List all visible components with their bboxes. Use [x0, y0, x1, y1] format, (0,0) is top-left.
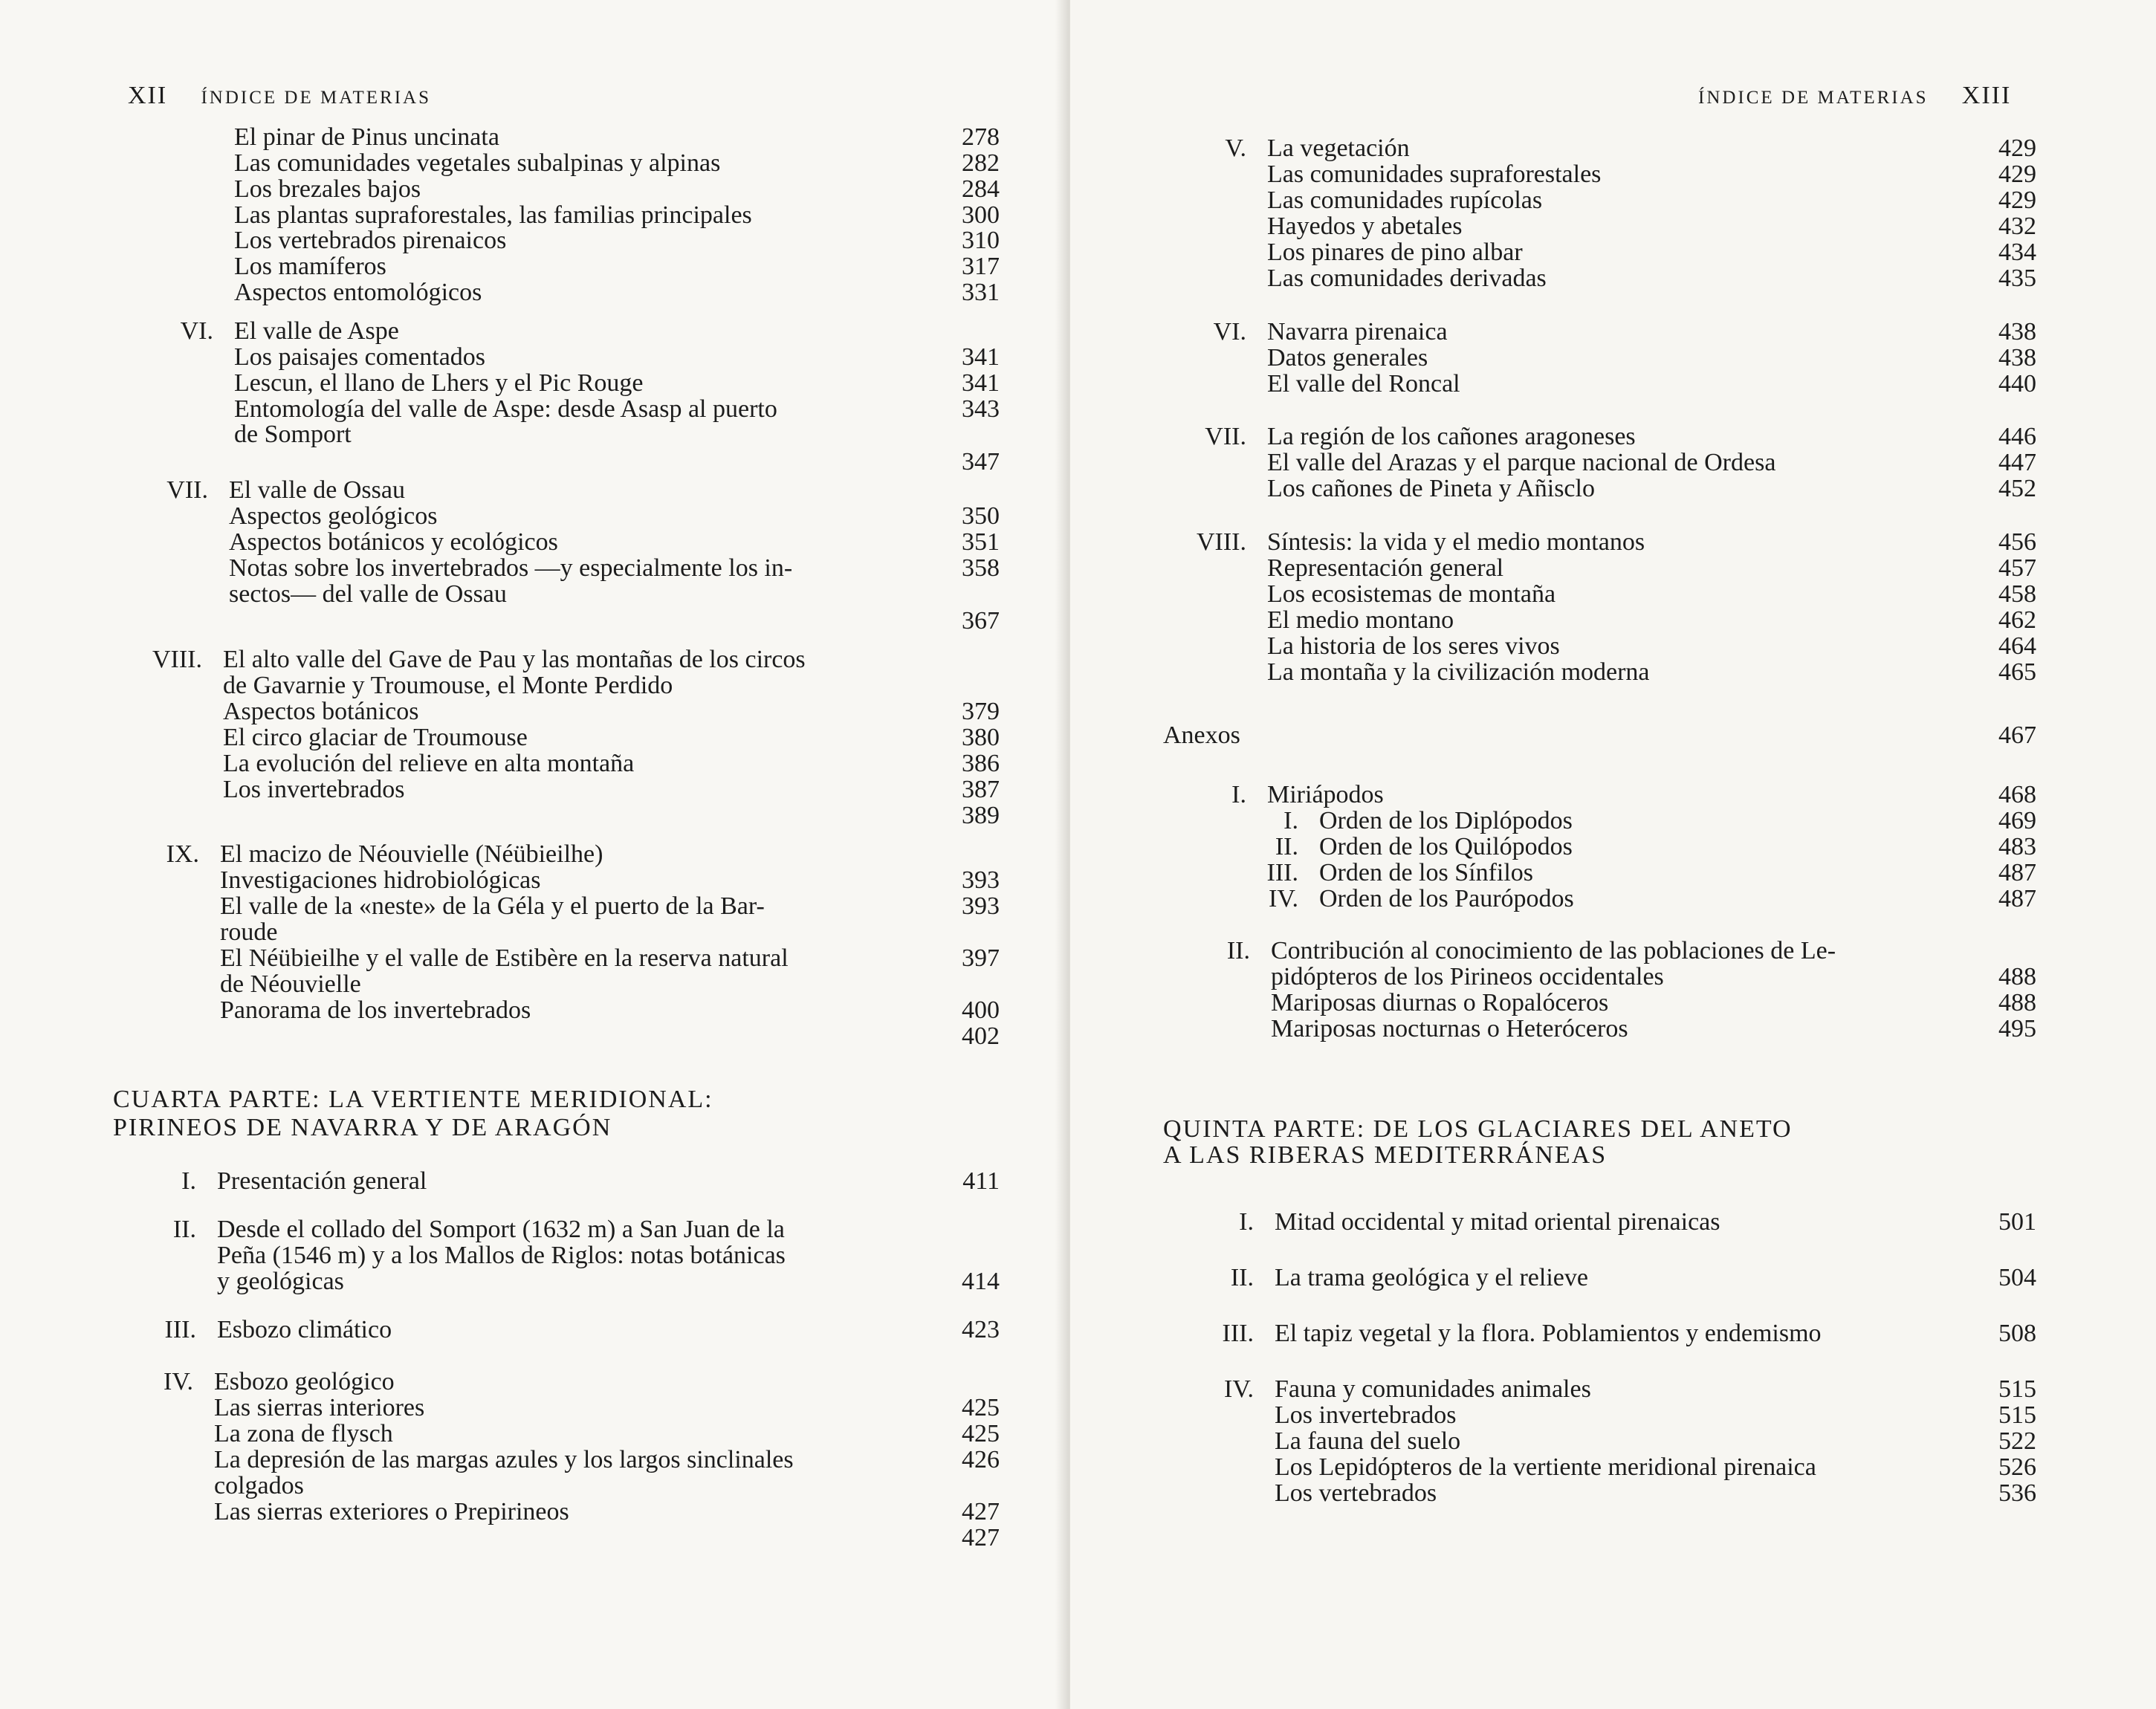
toc-line	[1070, 860, 2156, 886]
entry-title: La montaña y la civilización moderna	[1267, 658, 1650, 686]
entry-title: Panorama de los invertebrados	[220, 996, 531, 1024]
entry-title: pidópteros de los Pirineos occidentales	[1271, 963, 1664, 990]
entry-title: Datos generales	[1267, 344, 1428, 372]
page-ref: 397	[962, 944, 1000, 972]
page-ref: 427	[962, 1524, 1000, 1551]
toc-line	[1070, 345, 2156, 372]
entry-title: El valle de Aspe	[234, 317, 399, 345]
page-ref: 508	[1998, 1320, 2036, 1347]
entry-title: La evolución del relieve en alta montaña	[223, 750, 635, 777]
toc-line	[0, 893, 1070, 920]
toc-line	[0, 802, 1070, 829]
entry-title: Notas sobre los invertebrados —y especialmente los in-	[229, 554, 793, 582]
page-ref: 536	[1998, 1479, 2036, 1507]
page-ref: 447	[1998, 449, 2036, 476]
toc-line	[1070, 834, 2156, 860]
toc-line	[1070, 722, 2156, 749]
page-ref: 341	[962, 343, 1000, 371]
entry-title: Los invertebrados	[1275, 1401, 1457, 1429]
entry-title: Desde el collado del Somport (1632 m) a San Juan de la	[217, 1216, 785, 1243]
page-ref: 425	[962, 1394, 1000, 1421]
page-ref: 429	[1998, 160, 2036, 188]
page-ref: 380	[962, 724, 1000, 751]
entry-title: Las comunidades derivadas	[1267, 265, 1547, 292]
entry-title: Aspectos botánicos y ecológicos	[229, 528, 558, 556]
entry-title: Representación general	[1267, 554, 1504, 582]
section-number: III.	[1266, 859, 1298, 886]
toc-line	[1070, 633, 2156, 660]
entry-title: La trama geológica y el relieve	[1275, 1264, 1588, 1291]
page-ref: 438	[1998, 344, 2036, 372]
toc-line	[0, 1317, 1070, 1343]
toc-line	[0, 1421, 1070, 1447]
page-ref: 515	[1998, 1401, 2036, 1429]
toc-line	[0, 1168, 1070, 1195]
entry-title: Los mamíferos	[234, 253, 386, 280]
toc-line	[1070, 1209, 2156, 1236]
toc-line	[0, 581, 1070, 608]
toc-line	[1070, 371, 2156, 398]
toc-line	[0, 176, 1070, 203]
page-ref: 462	[1998, 606, 2036, 634]
page-ref: 432	[1998, 213, 2036, 240]
left-page	[0, 0, 1070, 1709]
page-ref: 465	[1998, 658, 2036, 686]
toc-line	[0, 253, 1070, 280]
section-number: IV.	[1224, 1375, 1254, 1403]
entry-title: Presentación general	[217, 1167, 427, 1195]
entry-title: El tapiz vegetal y la flora. Poblamientos y endemismo	[1275, 1320, 1822, 1347]
section-number: VIII.	[152, 646, 202, 673]
page-ref: 341	[962, 369, 1000, 397]
entry-title: Las comunidades vegetales subalpinas y alpinas	[234, 149, 721, 177]
toc-line	[0, 477, 1070, 504]
toc-line	[1070, 555, 2156, 582]
page-ref: 358	[962, 554, 1000, 582]
section-number: II.	[1226, 937, 1250, 964]
entry-title: de Somport	[234, 421, 352, 448]
section-number: VI.	[180, 317, 213, 345]
entry-title: Los invertebrados	[223, 776, 405, 803]
toc-line	[1070, 964, 2156, 990]
right-page	[1070, 0, 2156, 1709]
entry-title: El valle del Arazas y el parque nacional de Ordesa	[1267, 449, 1776, 476]
toc-line	[0, 503, 1070, 530]
entry-title: La zona de flysch	[214, 1420, 393, 1447]
entry-title: Navarra pirenaica	[1267, 318, 1448, 346]
entry-title: Aspectos geológicos	[229, 502, 438, 530]
entry-title: Las comunidades supraforestales	[1267, 160, 1602, 188]
page-ref: 446	[1998, 423, 2036, 450]
toc-line	[0, 672, 1070, 699]
page-ref: 438	[1998, 318, 2036, 346]
toc-line	[1070, 607, 2156, 634]
toc-line	[0, 227, 1070, 254]
page-ref: 425	[962, 1420, 1000, 1447]
page-ref: 284	[962, 175, 1000, 203]
section-number: VIII.	[1196, 528, 1246, 556]
page-ref: 310	[962, 227, 1000, 254]
page-ref: 429	[1998, 187, 2036, 214]
section-number: VII.	[1205, 423, 1246, 450]
toc-line	[1070, 1402, 2156, 1429]
page-ref: 467	[1998, 721, 2036, 749]
entry-title: Fauna y comunidades animales	[1275, 1375, 1591, 1403]
toc-line	[0, 555, 1070, 582]
toc-line	[0, 971, 1070, 998]
page-ref: 457	[1998, 554, 2036, 582]
toc-line	[1070, 476, 2156, 502]
page-ref: 488	[1998, 963, 2036, 990]
toc-line	[1070, 1265, 2156, 1291]
page-ref: 400	[962, 996, 1000, 1024]
part-heading: CUARTA PARTE: LA VERTIENTE MERIDIONAL:	[113, 1086, 713, 1113]
page-ref: 426	[962, 1446, 1000, 1473]
toc-line	[0, 608, 1070, 635]
page-ref: 343	[962, 395, 1000, 423]
section-number: II.	[1230, 1264, 1254, 1291]
page-ref: 452	[1998, 475, 2036, 502]
page-ref: 435	[1998, 265, 2036, 292]
toc-line	[0, 724, 1070, 751]
page-ref: 351	[962, 528, 1000, 556]
part-heading: QUINTA PARTE: DE LOS GLACIARES DEL ANETO	[1163, 1115, 1793, 1143]
entry-title: La depresión de las margas azules y los largos sinclinales	[214, 1446, 794, 1473]
page-ref: 331	[962, 279, 1000, 306]
toc-line	[0, 1268, 1070, 1295]
section-number: II.	[172, 1216, 196, 1243]
section-number: IV.	[1269, 885, 1298, 912]
page-ref: 278	[962, 123, 1000, 151]
section-number: II.	[1275, 833, 1298, 860]
toc-line	[1070, 239, 2156, 266]
page-ref: 282	[962, 149, 1000, 177]
toc-line	[0, 1086, 1070, 1113]
entry-title: El alto valle del Gave de Pau y las montañas de los circos	[223, 646, 806, 673]
page-ref: 389	[962, 802, 1000, 829]
toc-line	[0, 1242, 1070, 1269]
entry-title: Contribución al conocimiento de las poblaciones de Le-	[1271, 937, 1836, 964]
page-ref: 487	[1998, 859, 2036, 886]
toc-line	[1070, 1428, 2156, 1455]
right-page-header	[1698, 82, 2011, 110]
toc-line	[0, 1115, 1070, 1141]
entry-title: Aspectos botánicos	[223, 698, 419, 725]
entry-title: Lescun, el llano de Lhers y el Pic Rouge	[234, 369, 644, 397]
entry-title: Esbozo climático	[217, 1316, 392, 1343]
toc-line	[1070, 450, 2156, 476]
toc-line	[1070, 808, 2156, 834]
page-ref: 427	[962, 1498, 1000, 1525]
page-ref: 458	[1998, 580, 2036, 608]
entry-title: La región de los cañones aragoneses	[1267, 423, 1636, 450]
entry-title: Los paisajes comentados	[234, 343, 486, 371]
toc-line	[0, 1395, 1070, 1421]
left-page-header	[128, 82, 431, 110]
toc-line	[1070, 161, 2156, 188]
toc-line	[1070, 213, 2156, 240]
toc-line	[1070, 135, 2156, 162]
running-title: ÍNDICE DE MATERIAS	[1698, 88, 1929, 108]
section-number: VI.	[1213, 318, 1246, 346]
toc-line	[1070, 1142, 2156, 1169]
entry-title: Las comunidades rupícolas	[1267, 187, 1543, 214]
section-number: I.	[181, 1167, 196, 1195]
entry-title: Entomología del valle de Aspe: desde Asasp al puerto	[234, 395, 777, 423]
entry-title: El Néübieilhe y el valle de Estibère en la reserva natural	[220, 944, 789, 972]
toc-line	[0, 421, 1070, 448]
toc-line	[0, 841, 1070, 868]
entry-title: Aspectos entomológicos	[234, 279, 482, 306]
toc-line	[1070, 659, 2156, 686]
section-number: III.	[164, 1316, 196, 1343]
section-number: V.	[1225, 134, 1246, 162]
toc-line	[0, 318, 1070, 345]
entry-title: Los Lepidópteros de la vertiente meridional pirenaica	[1275, 1453, 1816, 1481]
entry-title: Los pinares de pino albar	[1267, 239, 1523, 266]
section-number: III.	[1222, 1320, 1254, 1347]
section-number: I.	[1231, 781, 1246, 808]
section-number: IX.	[166, 840, 199, 868]
toc-line	[1070, 424, 2156, 450]
entry-title: Los vertebrados pirenaicos	[234, 227, 507, 254]
entry-title: sectos— del valle de Ossau	[229, 580, 507, 608]
toc-line	[0, 396, 1070, 423]
toc-line	[0, 698, 1070, 725]
entry-title: El valle de la «neste» de la Géla y el puerto de la Bar-	[220, 892, 765, 920]
part-heading: PIRINEOS DE NAVARRA Y DE ARAGÓN	[113, 1114, 612, 1141]
page-ref: 464	[1998, 632, 2036, 660]
toc-line	[0, 945, 1070, 972]
entry-title: Las plantas supraforestales, las familias principales	[234, 201, 752, 229]
page-ref: 526	[1998, 1453, 2036, 1481]
entry-title: Las sierras exteriores o Prepirineos	[214, 1498, 569, 1525]
entry-title: El pinar de Pinus uncinata	[234, 123, 499, 151]
entry-title: Anexos	[1163, 721, 1240, 749]
toc-line	[1070, 938, 2156, 964]
page-ref: 429	[1998, 134, 2036, 162]
page-ref: 515	[1998, 1375, 2036, 1403]
toc-line	[0, 867, 1070, 894]
page-number: XIII	[1961, 82, 2012, 109]
page-ref: 456	[1998, 528, 2036, 556]
entry-title: Peña (1546 m) y a los Mallos de Riglos: notas botánicas	[217, 1242, 786, 1269]
page-ref: 522	[1998, 1427, 2036, 1455]
section-number: I.	[1283, 807, 1298, 834]
section-number: I.	[1239, 1208, 1254, 1236]
entry-title: La vegetación	[1267, 134, 1410, 162]
page-ref: 393	[962, 892, 1000, 920]
toc-line	[1070, 1016, 2156, 1042]
toc-line	[1070, 1116, 2156, 1143]
toc-line	[0, 646, 1070, 673]
entry-title: El valle del Roncal	[1267, 370, 1460, 398]
page-ref: 469	[1998, 807, 2036, 834]
page-ref: 468	[1998, 781, 2036, 808]
entry-title: Los vertebrados	[1275, 1479, 1437, 1507]
page-ref: 483	[1998, 833, 2036, 860]
page-ref: 387	[962, 776, 1000, 803]
toc-line	[0, 124, 1070, 151]
page-ref: 504	[1998, 1264, 2036, 1291]
entry-title: Los cañones de Pineta y Añisclo	[1267, 475, 1595, 502]
entry-title: roude	[220, 918, 278, 946]
entry-title: Mitad occidental y mitad oriental pirenaicas	[1275, 1208, 1720, 1236]
toc-line	[1070, 581, 2156, 608]
toc-line	[0, 1473, 1070, 1499]
entry-title: Orden de los Quilópodos	[1319, 833, 1573, 860]
toc-line	[0, 1499, 1070, 1525]
entry-title: El medio montano	[1267, 606, 1454, 634]
part-heading: A LAS RIBERAS MEDITERRÁNEAS	[1163, 1141, 1608, 1169]
toc-line	[0, 370, 1070, 397]
entry-title: Los brezales bajos	[234, 175, 421, 203]
toc-line	[0, 1525, 1070, 1551]
entry-title: El macizo de Néouvielle (Néübieilhe)	[220, 840, 603, 868]
toc-line	[0, 750, 1070, 777]
entry-title: Los ecosistemas de montaña	[1267, 580, 1556, 608]
entry-title: La historia de los seres vivos	[1267, 632, 1560, 660]
page-ref: 423	[962, 1316, 1000, 1343]
entry-title: Las sierras interiores	[214, 1394, 425, 1421]
entry-title: Esbozo geológico	[214, 1368, 395, 1395]
entry-title: colgados	[214, 1472, 304, 1499]
entry-title: Miriápodos	[1267, 781, 1384, 808]
page-ref: 300	[962, 201, 1000, 229]
entry-title: Orden de los Paurópodos	[1319, 885, 1574, 912]
entry-title: y geológicas	[217, 1268, 344, 1295]
toc-line	[1070, 187, 2156, 214]
toc-line	[0, 776, 1070, 803]
toc-line	[1070, 1454, 2156, 1481]
toc-line	[0, 919, 1070, 946]
page-ref: 488	[1998, 989, 2036, 1016]
page-ref: 386	[962, 750, 1000, 777]
toc-line	[0, 202, 1070, 229]
page-ref: 414	[962, 1268, 1000, 1295]
page-number: XII	[128, 82, 168, 109]
entry-title: Orden de los Diplópodos	[1319, 807, 1573, 834]
entry-title: de Gavarnie y Troumouse, el Monte Perdido	[223, 672, 673, 699]
page-ref: 487	[1998, 885, 2036, 912]
page-ref: 393	[962, 866, 1000, 894]
page-ref: 367	[962, 607, 1000, 635]
page-ref: 347	[962, 448, 1000, 476]
entry-title: La fauna del suelo	[1275, 1427, 1461, 1455]
entry-title: Mariposas diurnas o Ropalóceros	[1271, 989, 1609, 1016]
entry-title: El valle de Ossau	[229, 476, 405, 504]
toc-line	[0, 1447, 1070, 1473]
toc-line	[1070, 886, 2156, 912]
toc-line	[0, 1023, 1070, 1050]
running-title: ÍNDICE DE MATERIAS	[201, 88, 431, 108]
toc-line	[0, 1216, 1070, 1243]
entry-title: Orden de los Sínfilos	[1319, 859, 1534, 886]
page-ref: 501	[1998, 1208, 2036, 1236]
toc-line	[1070, 990, 2156, 1016]
page-ref: 440	[1998, 370, 2036, 398]
section-number: VII.	[166, 476, 208, 504]
page-ref: 350	[962, 502, 1000, 530]
toc-line	[0, 529, 1070, 556]
toc-line	[1070, 1320, 2156, 1347]
toc-line	[0, 997, 1070, 1024]
page-ref: 379	[962, 698, 1000, 725]
page-ref: 495	[1998, 1015, 2036, 1042]
entry-title: El circo glaciar de Troumouse	[223, 724, 528, 751]
entry-title: Mariposas nocturnas o Heteróceros	[1271, 1015, 1628, 1042]
toc-line	[1070, 1480, 2156, 1507]
entry-title: Hayedos y abetales	[1267, 213, 1463, 240]
toc-line	[1070, 265, 2156, 292]
toc-line	[1070, 782, 2156, 808]
page-ref: 317	[962, 253, 1000, 280]
toc-line	[0, 344, 1070, 371]
page-ref: 402	[962, 1022, 1000, 1050]
entry-title: Investigaciones hidrobiológicas	[220, 866, 541, 894]
toc-line	[0, 150, 1070, 177]
entry-title: Síntesis: la vida y el medio montanos	[1267, 528, 1645, 556]
toc-line	[1070, 1376, 2156, 1403]
section-number: IV.	[164, 1368, 193, 1395]
toc-line	[1070, 319, 2156, 346]
toc-line	[0, 1369, 1070, 1395]
toc-line	[0, 279, 1070, 306]
page-ref: 411	[962, 1167, 1000, 1195]
toc-line	[1070, 529, 2156, 556]
entry-title: de Néouvielle	[220, 970, 361, 998]
page-ref: 434	[1998, 239, 2036, 266]
toc-line	[0, 449, 1070, 476]
